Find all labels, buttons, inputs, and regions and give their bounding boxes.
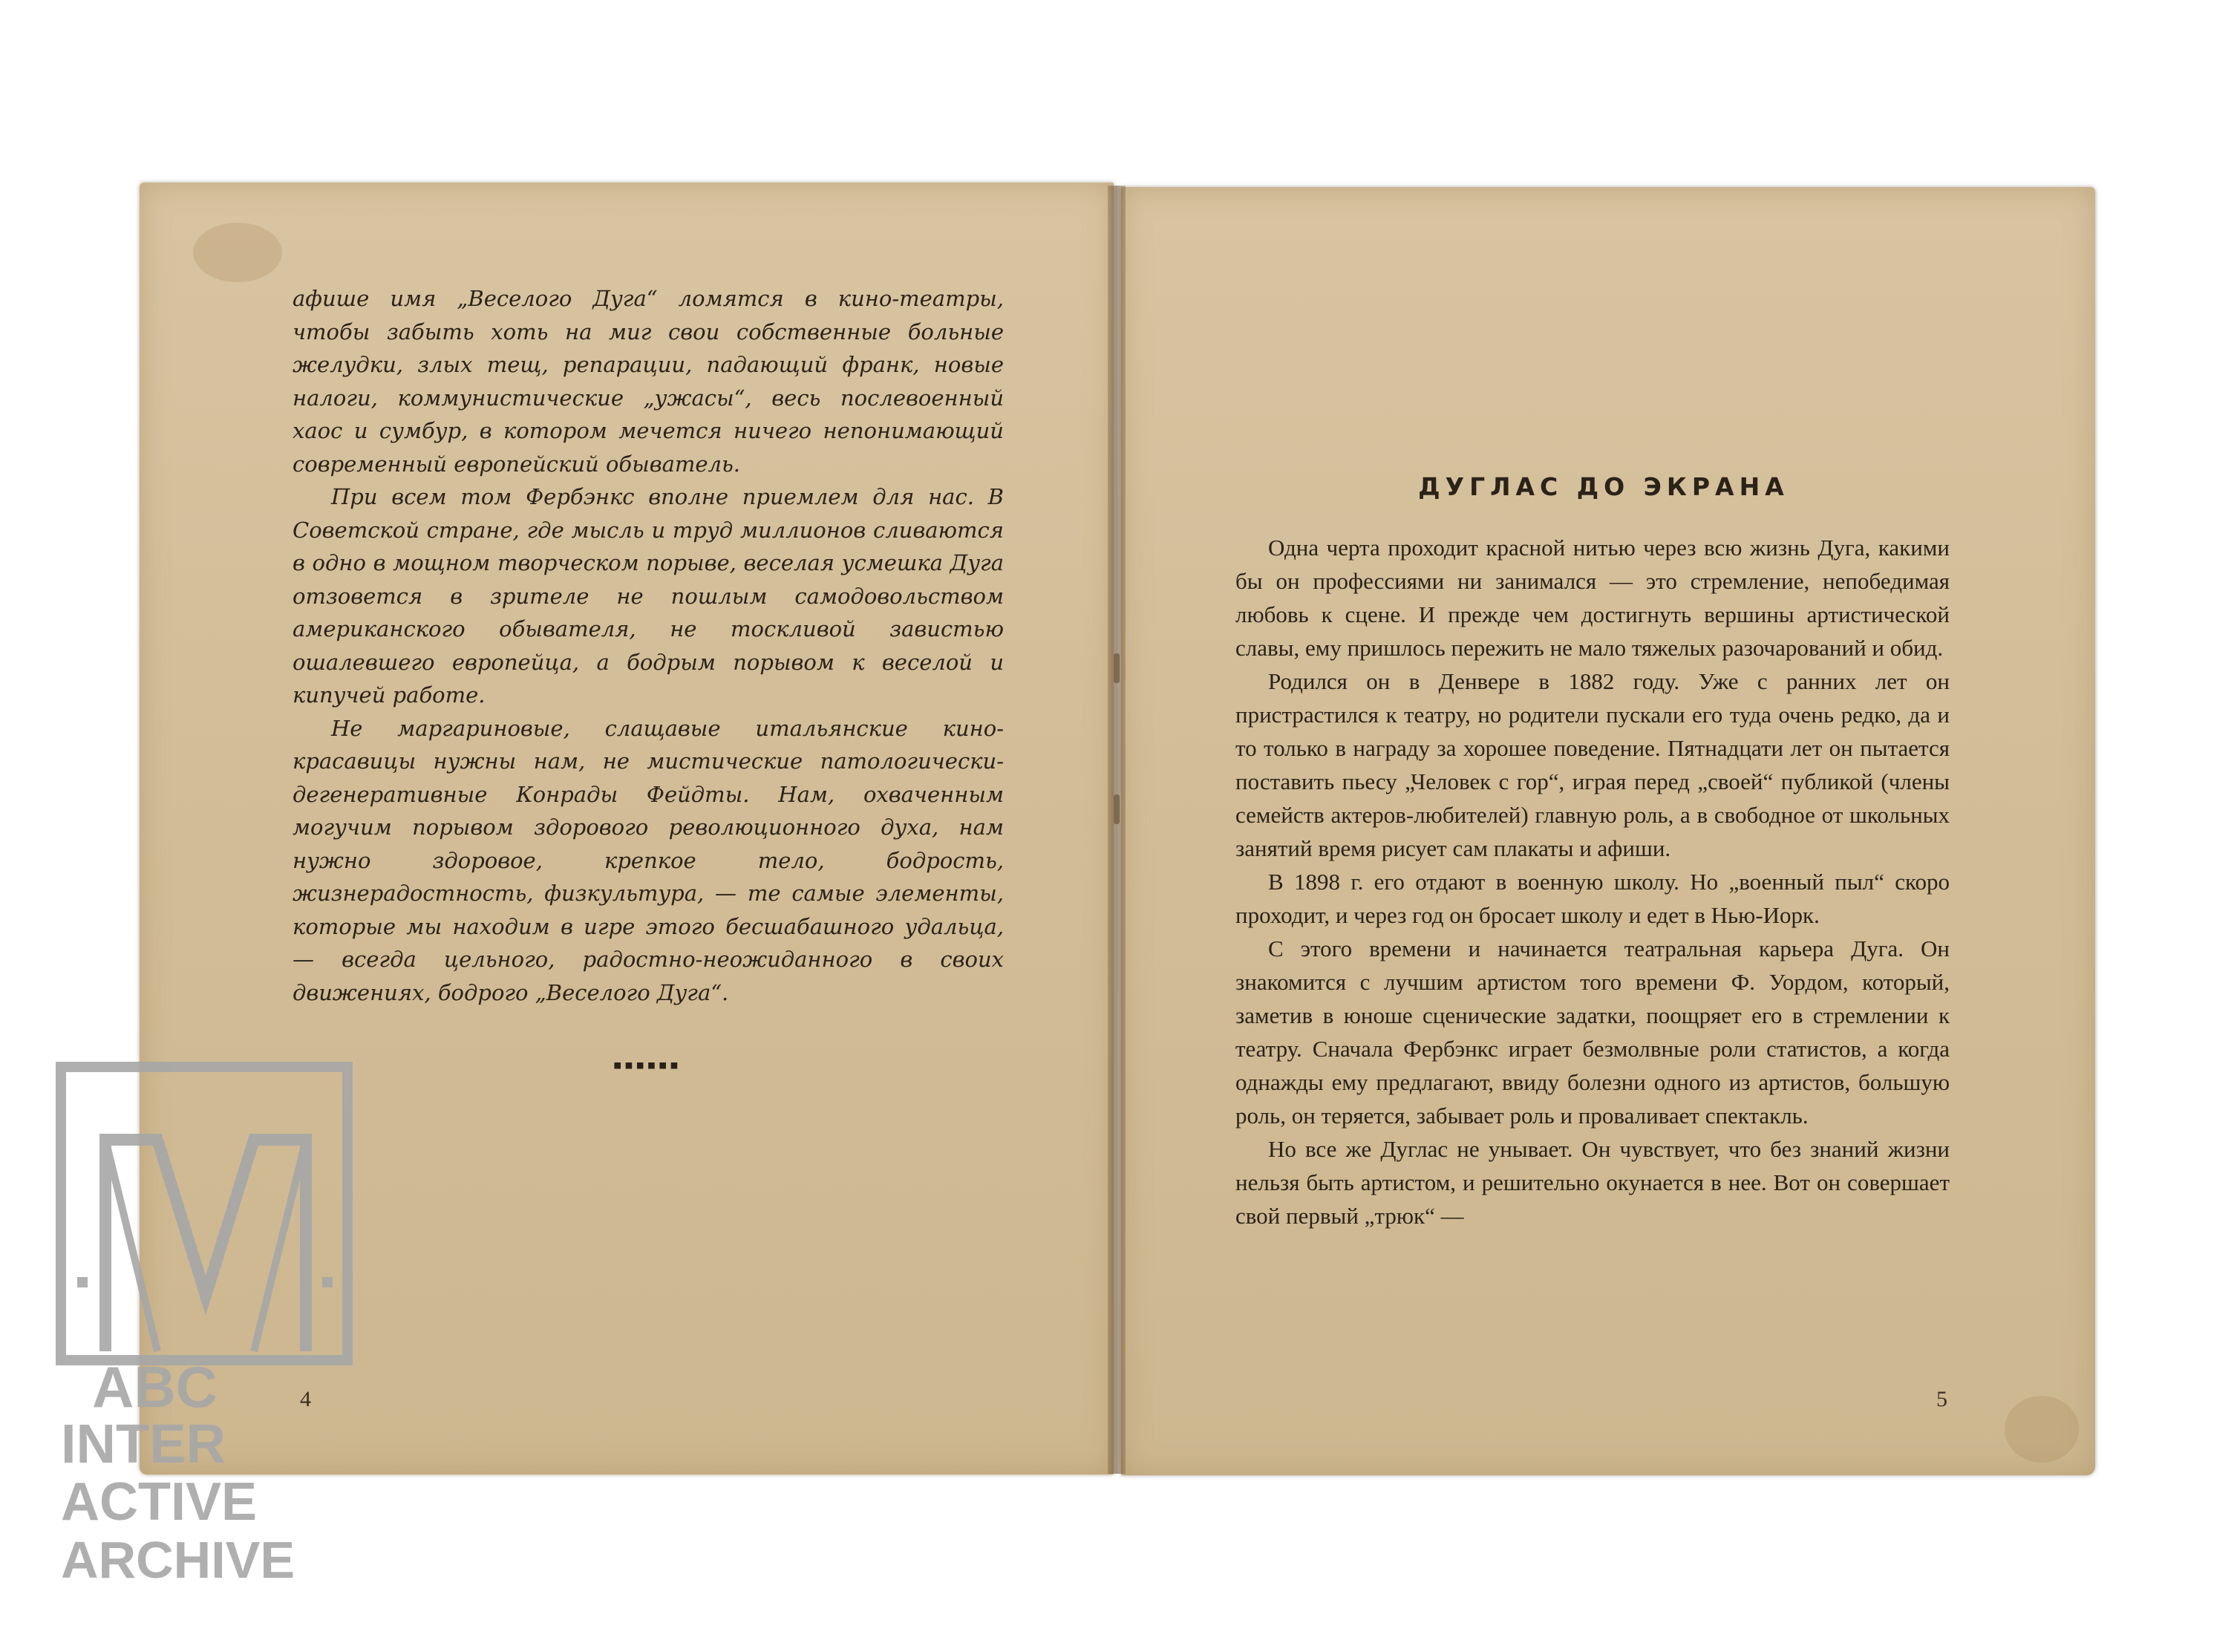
right-paragraph: С этого времени и начинается театральная карьера Дуга. Он знакомится с лучшим артистом того времени Ф. Уордом, который, заметив в юноше сценические задатки, поощряет его в стремлении к театру. Сначала Фербэнкс играет безмолвные роли статистов, а когда однажды ему предлагают, ввиду болезни одного из артистов, большую роль, он теряется, забывает роль и проваливает спектакль. — [1235, 936, 1950, 1129]
page-number-left: 4 — [300, 1387, 311, 1411]
chapter-title: ДУГЛАС ДО ЭКРАНА — [1418, 472, 1789, 501]
watermark-line: ARCHIVE — [61, 1531, 295, 1589]
right-paragraph: Родился он в Денвере в 1882 году. Уже с ранних лет он пристрастился к театру, но родители пускали его туда очень редко, да и то только в награду за хорошее поведение. Пятнадцати лет он пытается поставить пьесу „Человек с гор“, играя перед „своей“ публикой (члены семейств актеров-любителей) главную роль, а в свободное от школьных занятий время рисует сам плакаты и афиши. — [1235, 668, 1950, 861]
archive-logo-watermark — [53, 1058, 358, 1600]
right-paragraph: В 1898 г. его отдают в военную школу. Но „военный пыл“ скоро проходит, и через год он бросает школу и едет в Нью-Иорк. — [1235, 869, 1950, 928]
left-paragraph: При всем том Фербэнкс вполне приемлем для нас. В Советской стране, где мысль и труд миллионов сливаются в одно в мощном творческом порыве, веселая усмешка Дуга отзовется в зрителе не пошлым самодовольством американского обывателя, не тоскливой завистью ошалевшего европейца, а бодрым порывом к веселой и кипучей работе. — [293, 484, 1004, 708]
left-page-text — [293, 282, 1004, 1009]
right-paragraph: Одна черта проходит красной нитью через всю жизнь Дуга, какими бы он профессиями ни занимался — это стремление, непобедимая любовь к сцене. И прежде чем достигнуть вершины артистической славы, ему пришлось пережить не мало тяжелых разочарований и обид. — [1235, 535, 1950, 661]
staple-bottom — [1114, 794, 1120, 824]
book-gutter — [1108, 186, 1126, 1474]
paper-stain — [193, 223, 282, 282]
right-paragraph: Но все же Дуглас не унывает. Он чувствует, что без знаний жизни нельзя быть артистом, и решительно окунается в нее. Вот он совершает свой первый „трюк“ — — [1235, 1136, 1950, 1229]
watermark-line: ACTIVE — [61, 1472, 258, 1532]
right-page-text — [1235, 531, 1950, 1233]
left-paragraph: афише имя „Веселого Дуга“ ломятся в кино-театры, чтобы забыть хоть на миг свои собственные больные желудки, злых тещ, репарации, падающий франк, новые налоги, коммунистические „ужасы“, весь послевоенный хаос и сумбур, в котором мечется ничего непонимающий современный европейский обыватель. — [293, 286, 1004, 477]
staple-top — [1114, 653, 1120, 683]
page-number-right: 5 — [1936, 1387, 1947, 1411]
watermark-line: INTER — [61, 1413, 226, 1475]
watermark-line: ABC — [92, 1354, 218, 1420]
section-end-ornament: ▪▪▪▪▪▪ — [613, 1056, 681, 1074]
left-paragraph: Не маргариновые, слащавые итальянские кино-красавицы нужны нам, не мистические патологически-дегенеративные Конрады Фейдты. Нам, охваченным могучим порывом здорового революционного духа, нам нужно здоровое, крепкое тело, бодрость, жизнерадостность, физкультура, — те самые элементы, которые мы находим в игре этого бесшабашного удальца, — всегда цельного, радостно-неожиданного в своих движениях, бодрого „Веселого Дуга“. — [293, 715, 1004, 1005]
paper-stain — [2005, 1396, 2079, 1463]
